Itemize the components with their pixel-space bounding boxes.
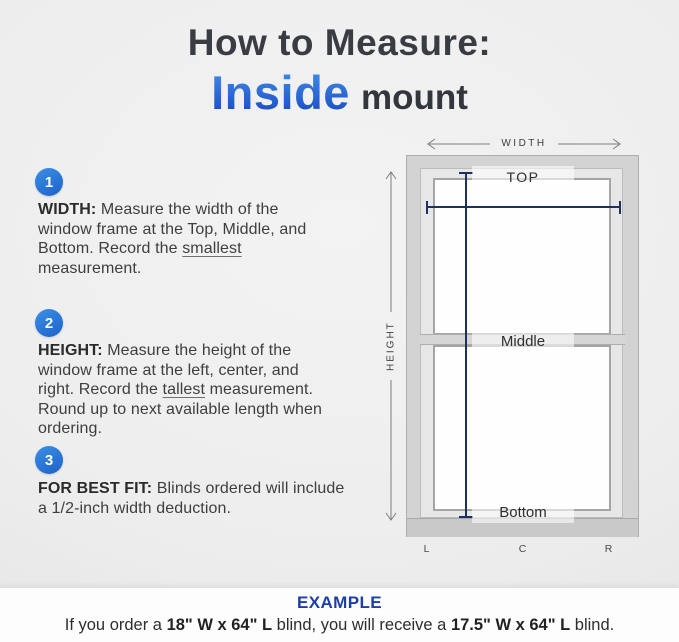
step-1-number-badge: 1: [35, 168, 63, 196]
step-2-number-badge: 2: [35, 309, 63, 337]
measure-line-horizontal: [426, 206, 621, 208]
step-2-instructions: HEIGHT: Measure the height of the window frame at the left, center, and right. Record the tallest measurement. Round up to next available length when ordering.: [38, 342, 323, 437]
height-dimension-arrow: [384, 170, 398, 522]
diagram-label-middle: Middle: [472, 331, 574, 352]
diagram-label-right: R: [604, 543, 614, 555]
example-footer: [0, 587, 679, 642]
diagram-label-top: TOP: [472, 166, 574, 187]
title-rest-mount: mount: [360, 77, 468, 117]
horizontal-measure-line: [426, 201, 621, 214]
diagram-label-left: L: [423, 543, 431, 555]
step-1-instructions: WIDTH: Measure the width of the window frame at the Top, Middle, and Bottom. Record the smallest measurement.: [38, 201, 307, 277]
width-dimension-arrow: [426, 137, 622, 151]
measure-cap-bottom: [459, 516, 473, 518]
vertical-measure-line: [459, 172, 473, 518]
step-3-instructions: FOR BEST FIT: Blinds ordered will include a 1/2-inch width deduction.: [38, 480, 345, 517]
title-accent-inside: Inside: [211, 65, 350, 119]
measure-cap-right: [619, 201, 621, 214]
height-arrow-label: HEIGHT: [385, 321, 397, 371]
title-line1: How to Measure:: [187, 22, 492, 63]
page-title: [0, 24, 679, 120]
step-3-number-badge: 3: [35, 446, 63, 474]
diagram-label-center: C: [518, 543, 528, 555]
width-arrow-label: WIDTH: [501, 138, 547, 149]
example-heading: EXAMPLE: [297, 593, 382, 612]
example-text: If you order a 18" W x 64" L blind, you will receive a 17.5" W x 64" L blind.: [64, 616, 615, 634]
diagram-label-bottom: Bottom: [472, 502, 574, 523]
title-line2: [0, 65, 679, 120]
measure-line-vertical: [465, 172, 467, 518]
